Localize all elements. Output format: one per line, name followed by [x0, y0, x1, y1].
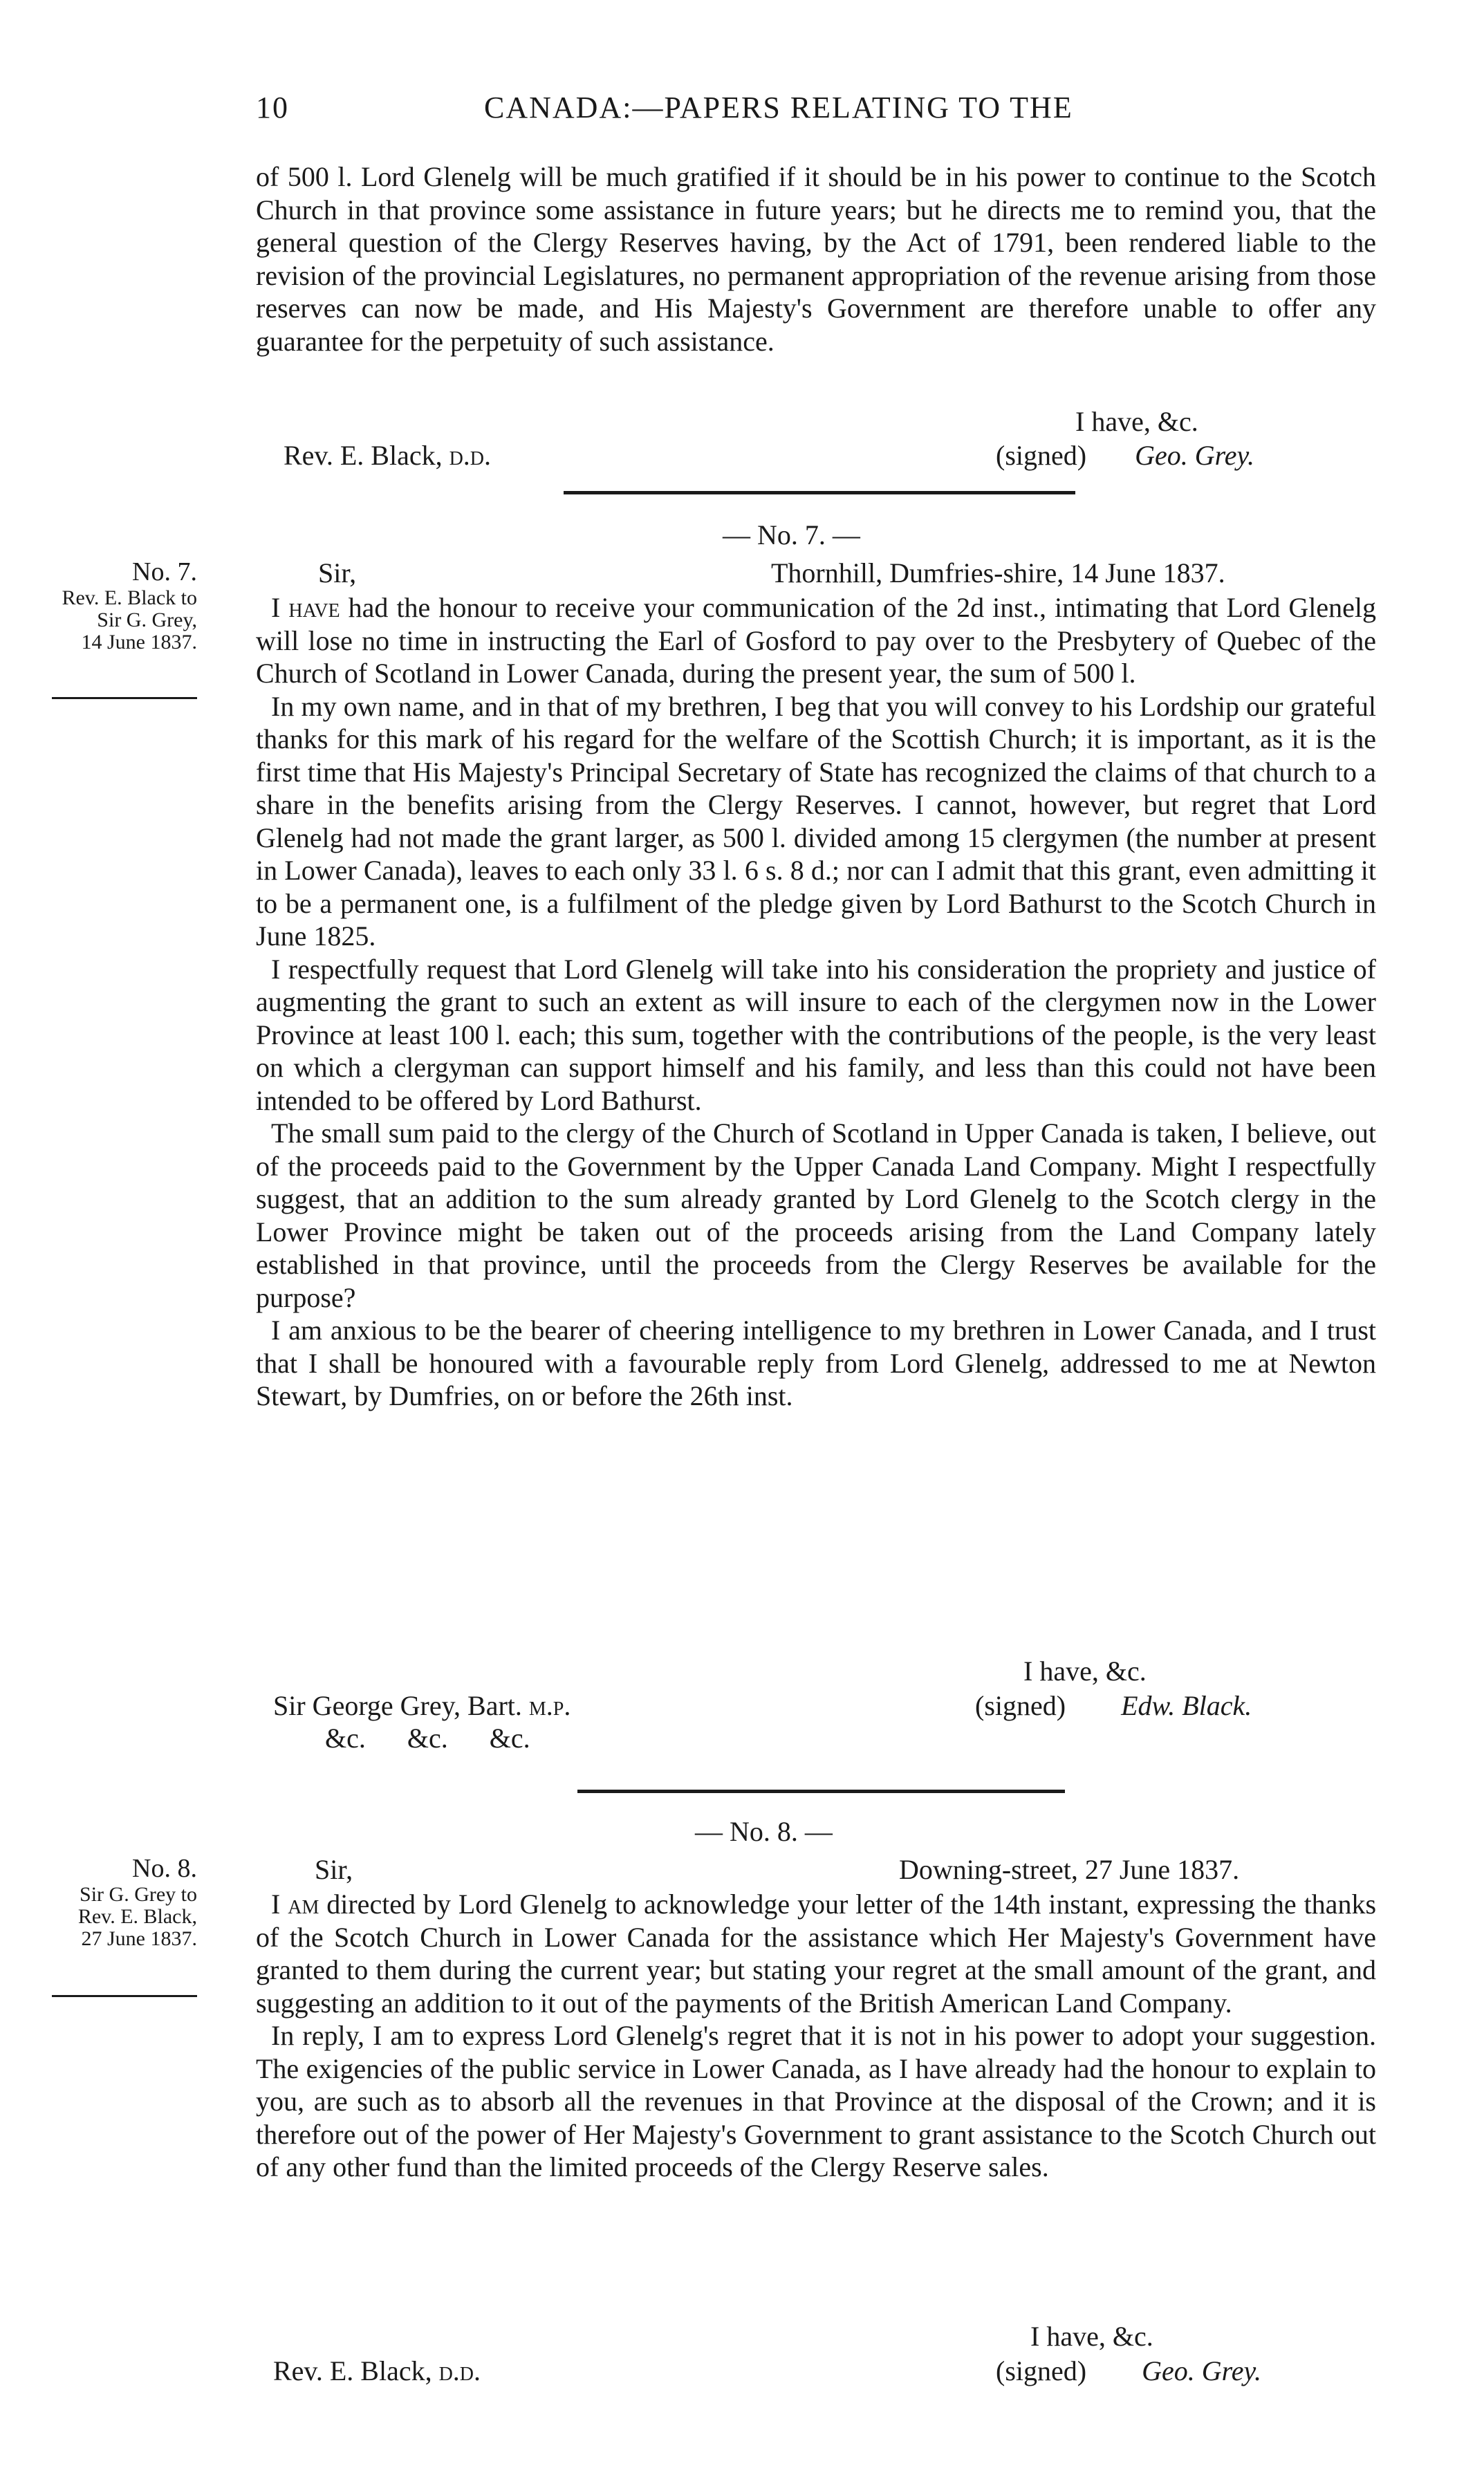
running-title: CANADA:—PAPERS RELATING TO THE [484, 91, 1073, 124]
letter7-i-have: I have, &c. [1023, 1655, 1147, 1687]
letter6-paragraph: of 500 l. Lord Glenelg will be much gratified if it should be in his power to continue to the Scotch Church in that province some assistance in future years; but he directs me to remind you, that the general question of the Clergy Reserves having, by the Act of 1791, been rendered liable to the revision of the provincial Legislatures, no permanent appropriation of the revenue arising from those reserves can now be made, and His Majesty's Government are therefore unable to offer any guarantee for the perpetuity of such assistance. [256, 161, 1376, 357]
letter8-signature: Geo. Grey. [1142, 2355, 1261, 2386]
letter8-paragraph-2: In reply, I am to express Lord Glenelg's regret that it is not in his power to adopt your suggestion. The exigencies of the public service in Lower Canada, as I have already had the honour to explain to you, are such as to absorb all the revenues in that Province at the disposal of the Crown; and it is therefore out of the power of Her Majesty's Government to grant assistance to the Scotch Church out of any other fund than the limited proceeds of the Clergy Reserve sales. [256, 2020, 1376, 2182]
letter7-margin-number: No. 7. [132, 557, 197, 586]
letter8-margin-line3: 27 June 1837. [81, 1927, 197, 1950]
letter8-salutation: Sir, [315, 1854, 353, 1885]
letter8-margin-rule [52, 1995, 197, 1997]
section-divider-2 [577, 1790, 1065, 1793]
letter7-margin-note [28, 557, 197, 653]
letter8-margin-number: No. 8. [132, 1854, 197, 1883]
letter7-margin-line3: 14 June 1837. [81, 631, 197, 653]
letter8-p1-text: directed by Lord Glenelg to acknowledge your letter of the 14th instant, expressing the thanks of the Scotch Church in Lower Canada for the assistance which Her Majesty's Government have granted to them during the current year; but stating your regret at the small amount of the grant, and suggesting an addition to it out of the payments of the British American Land Company. [256, 1889, 1377, 2019]
letter7-margin-line2: Sir G. Grey, [97, 609, 197, 631]
letter8-signature-block [996, 2355, 1261, 2387]
letter7-signature: Edw. Black. [1121, 1690, 1252, 1721]
letter6-signature-block [996, 439, 1254, 472]
letter8-body [256, 1888, 1376, 2184]
letter8-addressee [273, 2355, 481, 2387]
section-divider-1 [564, 491, 1075, 494]
letter8-signed: (signed) [996, 2355, 1087, 2386]
letter7-salutation: Sir, [318, 557, 357, 588]
page-number: 10 [256, 91, 289, 124]
letter7-p1-text: had the honour to receive your communication of the 2d inst., intimating that Lord Glenelg will lose no time in instructing the Earl of Gosford to pay over to the Presbytery of Quebec of the Church of Scotland in Lower Canada, during the present year, the sum of 500 l. [256, 592, 1377, 689]
letter8-i-have: I have, &c. [1030, 2321, 1153, 2352]
page-header [256, 90, 1362, 138]
letter8-margin-line2: Rev. E. Black, [77, 1905, 197, 1928]
letter8-p1-lead: I am [271, 1889, 319, 1920]
letter7-signed: (signed) [975, 1690, 1066, 1721]
letter8-addressee-name: Rev. E. Black, [273, 2355, 432, 2386]
letter6-i-have: I have, &c. [1075, 406, 1198, 437]
letter6-addressee [284, 439, 491, 472]
letter8-addressee-title: d.d. [438, 2355, 481, 2386]
letter7-signature-block [975, 1689, 1252, 1722]
letter6-tail-body [256, 160, 1376, 358]
letter7-paragraph-2: In my own name, and in that of my brethren, I beg that you will convey to his Lordship our grateful thanks for this mark of his regard for the welfare of the Scottish Church; it is important, as it is the first time that His Majesty's Principal Secretary of State has recognized the claims of that church to a share in the benefits arising from the Clergy Reserves. I cannot, however, but regret that Lord Glenelg had not made the grant larger, as 500 l. divided among 15 clergymen (the number at present in Lower Canada), leaves to each only 33 l. 6 s. 8 d.; nor can I admit that this grant, even admitting it to be a permanent one, is a fulfilment of the pledge given by Lord Bathurst to the Scotch Church in June 1825. [256, 690, 1376, 952]
letter8-margin-line1: Sir G. Grey to [80, 1883, 197, 1906]
letter7-etc: &c. &c. &c. [325, 1723, 530, 1754]
letter7-heading: — No. 7. — [723, 519, 860, 550]
letter7-addressee-title: m.p. [528, 1690, 571, 1721]
letter7-margin-line1: Rev. E. Black to [62, 586, 197, 609]
letter6-signed: (signed) [996, 440, 1087, 471]
letter7-p1-lead: I have [271, 592, 340, 623]
letter7-margin-rule [52, 697, 197, 699]
letter7-addressee-name: Sir George Grey, Bart. [273, 1690, 522, 1721]
letter6-addressee-name: Rev. E. Black, [284, 440, 443, 471]
letter7-body [256, 591, 1376, 1413]
letter8-place-date: Downing-street, 27 June 1837. [899, 1854, 1240, 1885]
letter6-addressee-title: d.d. [449, 440, 492, 471]
letter6-signature: Geo. Grey. [1135, 440, 1254, 471]
letter8-paragraph-1 [256, 1888, 1376, 2019]
letter7-paragraph-4: The small sum paid to the clergy of the Church of Scotland in Upper Canada is taken, I believe, out of the proceeds paid to the Government by the Upper Canada Land Company. Might I respectfully suggest, that an addition to the sum already granted by Lord Glenelg to the Scotch clergy in the Lower Province might be taken out of the proceeds arising from the Land Company lately established in that province, until the proceeds from the Clergy Reserves be available for the purpose? [256, 1117, 1376, 1313]
letter8-margin-note [28, 1853, 197, 1950]
letter7-addressee [273, 1689, 571, 1722]
letter7-paragraph-1 [256, 591, 1376, 690]
letter7-paragraph-5: I am anxious to be the bearer of cheering intelligence to my brethren in Lower Canada, and I trust that I shall be honoured with a favourable reply from Lord Glenelg, addressed to me at Newton Stewart, by Dumfries, on or before the 26th inst. [256, 1315, 1376, 1411]
letter7-place-date: Thornhill, Dumfries-shire, 14 June 1837. [771, 557, 1225, 588]
letter8-heading: — No. 8. — [695, 1816, 833, 1847]
letter7-paragraph-3: I respectfully request that Lord Glenelg will take into his consideration the propriety and justice of augmenting the grant to such an extent as will insure to each of the clergymen now in the Lower Province at least 100 l. each; this sum, together with the contributions of the people, is the very least on which a clergyman can support himself and his family, and less than this could not have been intended to be offered by Lord Bathurst. [256, 953, 1376, 1116]
